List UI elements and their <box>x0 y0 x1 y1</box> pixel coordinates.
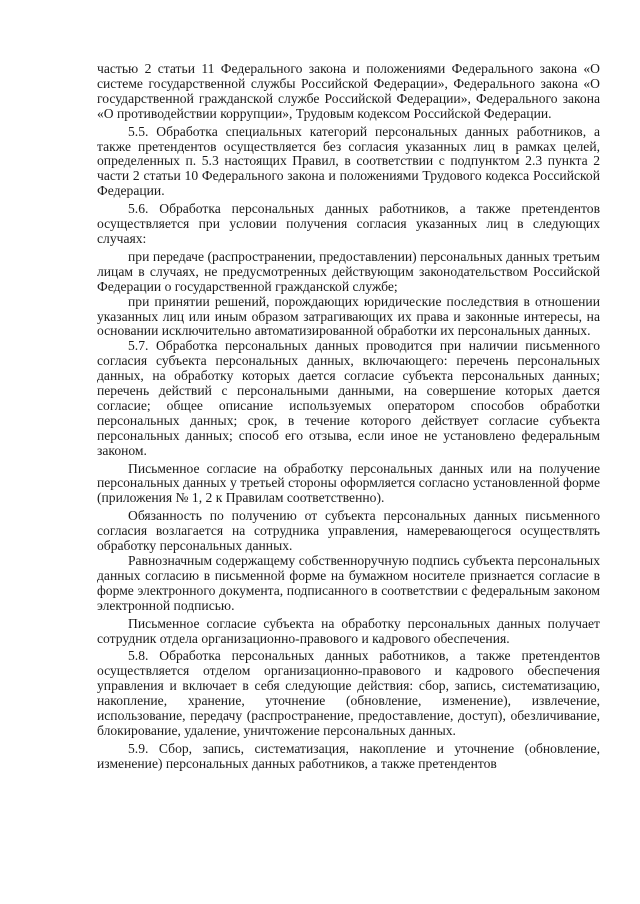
paragraph-5-8: 5.8. Обработка персональных данных работников, а также претендентов осуществляется отделом организационно-правового и кадрового обеспечения управления и включает в себя следующие действия: сбор, запись, систематизацию, накопление, хранение, уточнение (обновление, изменение), извлечение, использование, передачу (распространение, предоставление, доступ), обезличивание, блокирование, удаление, уничтожение персональных данных. <box>97 648 600 738</box>
paragraph-5-7: 5.7. Обработка персональных данных проводится при наличии письменного согласия субъекта персональных данных, включающего: перечень персональных данных, на обработку которых дается согласие субъекта персональных данных; перечень действий с персональными данными, на совершение которых дается согласие; общее описание используемых оператором способов обработки персональных данных; срок, в течение которого действует согласие субъекта персональных данных; способ его отзыва, если иное не установлено федеральным законом. <box>97 338 600 458</box>
paragraph-electronic-consent: Равнозначным содержащему собственноручную подпись субъекта персональных данных согласию в письменной форме на бумажном носителе признается согласие в форме электронного документа, подписанного в соответствии с федеральным законом электронной подписью. <box>97 553 600 613</box>
paragraph-consent-receiver: Письменное согласие субъекта на обработку персональных данных получает сотрудник отдела организационно-правового и кадрового обеспечения. <box>97 615 600 646</box>
document-page <box>97 62 600 772</box>
paragraph-written-consent: Письменное согласие на обработку персональных данных или на получение персональных данных у третьей стороны оформляется согласно установленной форме (приложения № 1, 2 к Правилам соответственно). <box>97 460 600 506</box>
paragraph-continuation: частью 2 статьи 11 Федерального закона и положениями Федерального закона «О системе государственной службы Российской Федерации», Федерального закона «О государственной гражданской службе Российской Федерации», Федерального закона «О противодействии коррупции», Трудовым кодексом Российской Федерации. <box>97 61 600 121</box>
list-item-decisions: при принятии решений, порождающих юридические последствия в отношении указанных лиц или иным образом затрагивающих их права и законные интересы, на основании исключительно автоматизированной обработки их персональных данных. <box>97 293 600 339</box>
paragraph-obligation: Обязанность по получению от субъекта персональных данных письменного согласия возлагается на сотрудника управления, намеревающегося осуществлять обработку персональных данных. <box>97 508 600 554</box>
paragraph-5-9: 5.9. Сбор, запись, систематизация, накопление и уточнение (обновление, изменение) персональных данных работников, а также претендентов <box>97 740 600 771</box>
paragraph-5-5: 5.5. Обработка специальных категорий персональных данных работников, а также претендентов осуществляется без согласия указанных лиц в рамках целей, определенных п. 5.3 настоящих Правил, в соответствии с подпунктом 2.3 пункта 2 части 2 статьи 10 Федерального закона и положениями Трудового кодекса Российской Федерации. <box>97 123 600 199</box>
list-item-transfer: при передаче (распространении, предоставлении) персональных данных третьим лицам в случаях, не предусмотренных действующим законодательством Российской Федерации о государственной гражданской службе; <box>97 248 600 294</box>
paragraph-5-6: 5.6. Обработка персональных данных работников, а также претендентов осуществляется при условии получения согласия указанных лиц в следующих случаях: <box>97 201 600 246</box>
